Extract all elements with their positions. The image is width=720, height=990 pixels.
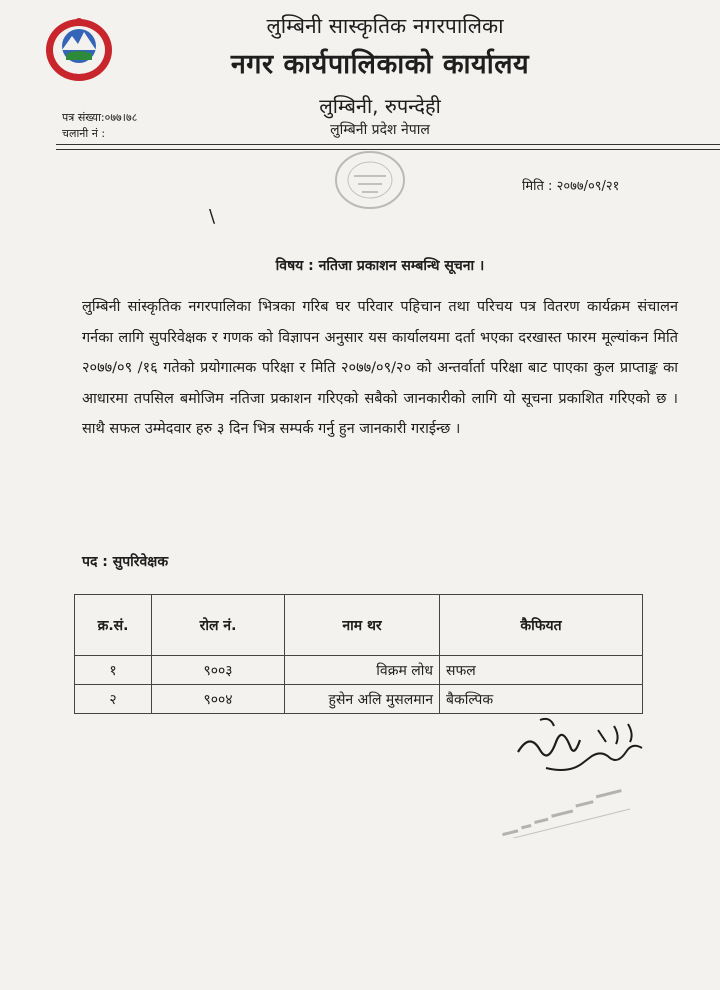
municipality-name: लुम्बिनी सास्कृतिक नगरपालिका <box>266 14 504 38</box>
signature-icon <box>510 712 650 782</box>
header-serial: क्र.सं. <box>75 595 152 656</box>
table-row <box>75 685 643 714</box>
office-province: लुम्बिनी प्रदेश नेपाल <box>330 122 430 138</box>
post-title: पद : सुपरिवेक्षक <box>82 554 169 570</box>
header-roll: रोल नं. <box>152 595 285 656</box>
cell-name: हुसेन अलि मुसलमान <box>285 685 440 714</box>
pen-mark: \ <box>209 206 216 227</box>
office-title: नगर कार्यपालिकाको कार्यालय <box>230 49 530 80</box>
table-header-row <box>75 595 643 656</box>
official-seal-icon <box>488 778 648 838</box>
dispatch-number: चलानी नं : <box>62 127 106 140</box>
cell-name: विक्रम लोध <box>285 656 440 685</box>
header-name: नाम थर <box>285 595 440 656</box>
header-divider <box>56 144 720 145</box>
results-table <box>74 594 643 714</box>
cell-remarks: सफल <box>440 656 643 685</box>
letter-number: पत्र संख्या:०७७।७८ <box>62 111 138 124</box>
notice-date: मिति : २०७७/०९/२१ <box>522 179 620 194</box>
table-row <box>75 656 643 685</box>
office-stamp-icon <box>320 150 420 216</box>
cell-serial: २ <box>75 685 152 714</box>
cell-remarks: बैकल्पिक <box>440 685 643 714</box>
cell-roll: ९००३ <box>152 656 285 685</box>
header-remarks: कैफियत <box>440 595 643 656</box>
notice-subject: विषय : नतिजा प्रकाशन सम्बन्धि सूचना । <box>275 258 485 274</box>
cell-roll: ९००४ <box>152 685 285 714</box>
cell-serial: १ <box>75 656 152 685</box>
office-location: लुम्बिनी, रुपन्देही <box>319 94 441 118</box>
notice-body: लुम्बिनी सांस्कृतिक नगरपालिका भित्रका गरिब घर परिवार पहिचान तथा परिचय पत्र वितरण कार्यक्रम संचालन गर्नका लागि सुपरिवेक्षक र गणक को विज्ञापन अनुसार यस कार्यालयमा दर्ता भएका दरखास्त फारम मूल्यांकन मिति २०७७/०९ /१६ गतेको प्रयोगात्मक परिक्षा र मिति २०७७/०९/२० को अन्तर्वार्ता परिक्षा बाट पाएका कुल प्राप्ताङ्क का आधारमा तपसिल बमोजिम नतिजा प्रकाशन गरिएको सबैको जानकारीको लागि यो सूचना प्रकाशित गरिएको छ । साथै सफल उम्मेदवार हरु ३ दिन भित्र सम्पर्क गर्नु हुन जानकारी गराईन्छ । <box>82 299 678 437</box>
